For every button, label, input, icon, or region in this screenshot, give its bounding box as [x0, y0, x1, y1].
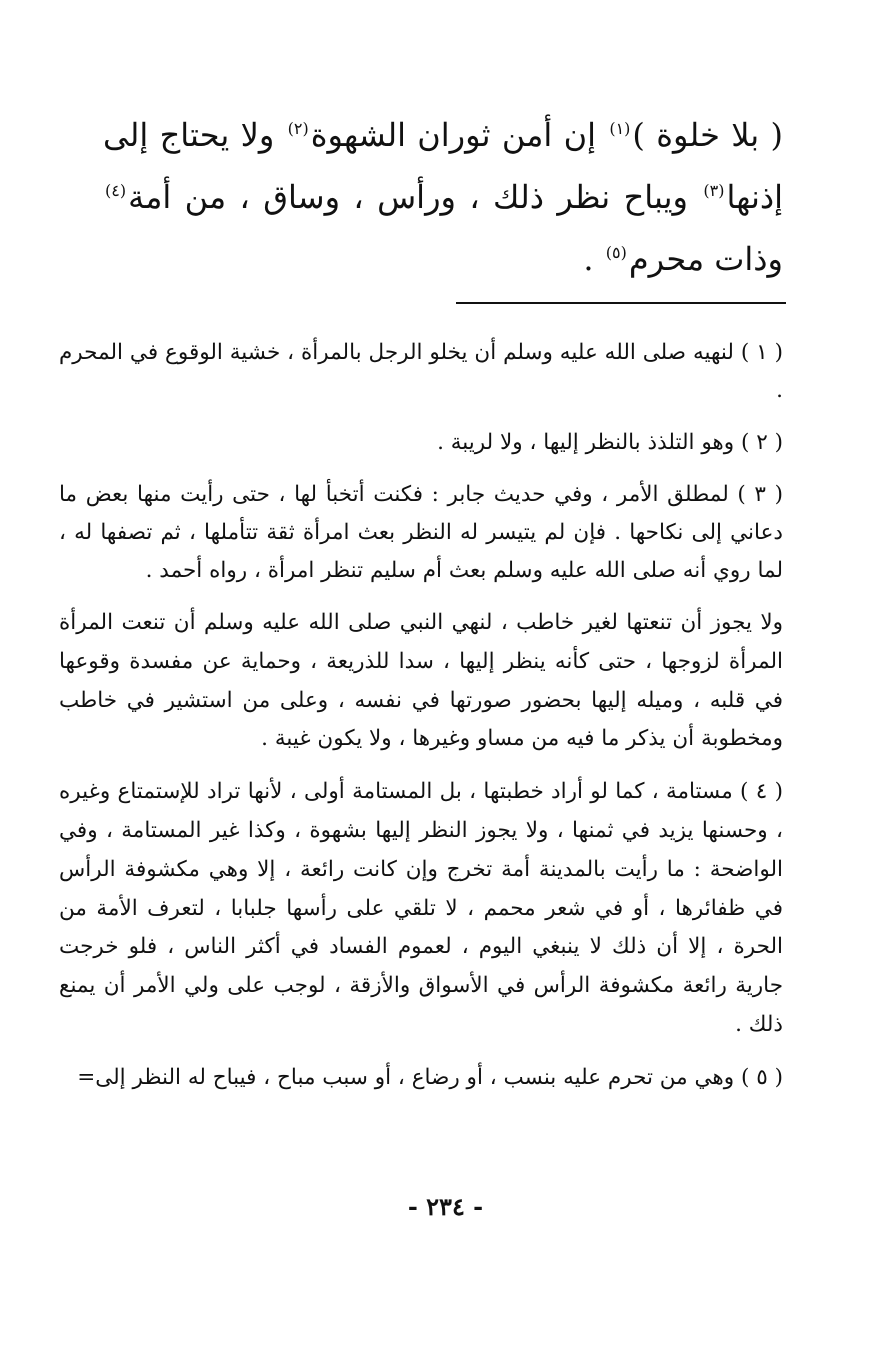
- page-number: - ٢٣٤ -: [407, 1192, 484, 1221]
- footnote-4: ( ٤ ) مستامة ، كما لو أراد خطبتها ، بل المستامة أولى ، لأنها تراد للإستمتاع وغيره ، وحسنها يزيد في ثمنها ، ولا يجوز النظر إليها بشهوة ، وكذا غير المستامة ، وفي الواضحة : ما رأيت بالمدينة أمة تخرج وإن كانت رائعة ، إلا وهي مكشوفة الرأس في ظفائرها ، أو في شعر محمم ، لا تلقي على رأسها جلبابا ، لتعرف الأمة من الحرة ، إلا أن ذلك لا ينبغي اليوم ، لعموم الفساد في أكثر الناس ، فلو خرجت جارية رائعة مكشوفة الرأس في الأسواق والأزقة ، لوجب على ولي الأمر أن يمنع ذلك .: [59, 779, 783, 1037]
- main-text-segment: ولا يحتاج إلى إذنها: [103, 116, 783, 216]
- footnote-3: ( ٣ ) لمطلق الأمر ، وفي حديث جابر : فكنت أتخبأ لها ، حتى رأيت منها بعض ما دعاني إلى نكاحها . فإن لم يتيسر له النظر بعث امرأة ثقة تتأملها ، ثم تصفها له ، لما روي أنه صلى الله عليه وسلم بعث أم سليم تنظر امرأة ، رواه أحمد .: [59, 482, 783, 583]
- main-text-segment: وذات محرم: [628, 240, 783, 278]
- footnote-marker-5: (٥): [605, 243, 627, 263]
- main-text-segment: ويباح نظر ذلك ، ورأس ، وساق ، من أمة: [128, 178, 702, 216]
- footnote-3-continuation: ولا يجوز أن تنعتها لغير خاطب ، لنهي النبي صلى الله عليه وسلم أن تنعت المرأة المرأة لزوجها ، حتى كأنه ينظر إليها ، سدا للذريعة ، وحماية عن مفسدة وقوعها في قلبه ، وميله إليها بحضور صورتها في نفسه ، وعلى من استشير في خاطب ومخطوبة أن يذكر ما فيه من مساو وغيرها ، ولا يكون غيبة .: [59, 610, 783, 752]
- footnote-1: ( ١ ) لنهيه صلى الله عليه وسلم أن يخلو الرجل بالمرأة ، خشية الوقوع في المحرم .: [59, 340, 783, 403]
- main-text-segment: إن أمن ثوران الشهوة: [310, 116, 608, 154]
- main-text-segment: .: [583, 240, 604, 278]
- footnote-marker-3: (٣): [703, 181, 725, 201]
- footnote-separator: [456, 302, 786, 304]
- footnote-marker-2: (٢): [287, 119, 309, 139]
- footnote-2: ( ٢ ) وهو التلذذ بالنظر إليها ، ولا لريبة .: [437, 430, 783, 455]
- footnote-marker-4: (٤): [105, 181, 127, 201]
- footnotes-section: [59, 334, 783, 1111]
- footnote-marker-1: (١): [609, 119, 631, 139]
- footnote-5: ( ٥ ) وهي من تحرم عليه بنسب ، أو رضاع ، أو سبب مباح ، فيباح له النظر إلى=: [77, 1064, 783, 1090]
- main-text-segment: ( بلا خلوة ): [632, 116, 784, 154]
- main-text-paragraph: [103, 104, 783, 290]
